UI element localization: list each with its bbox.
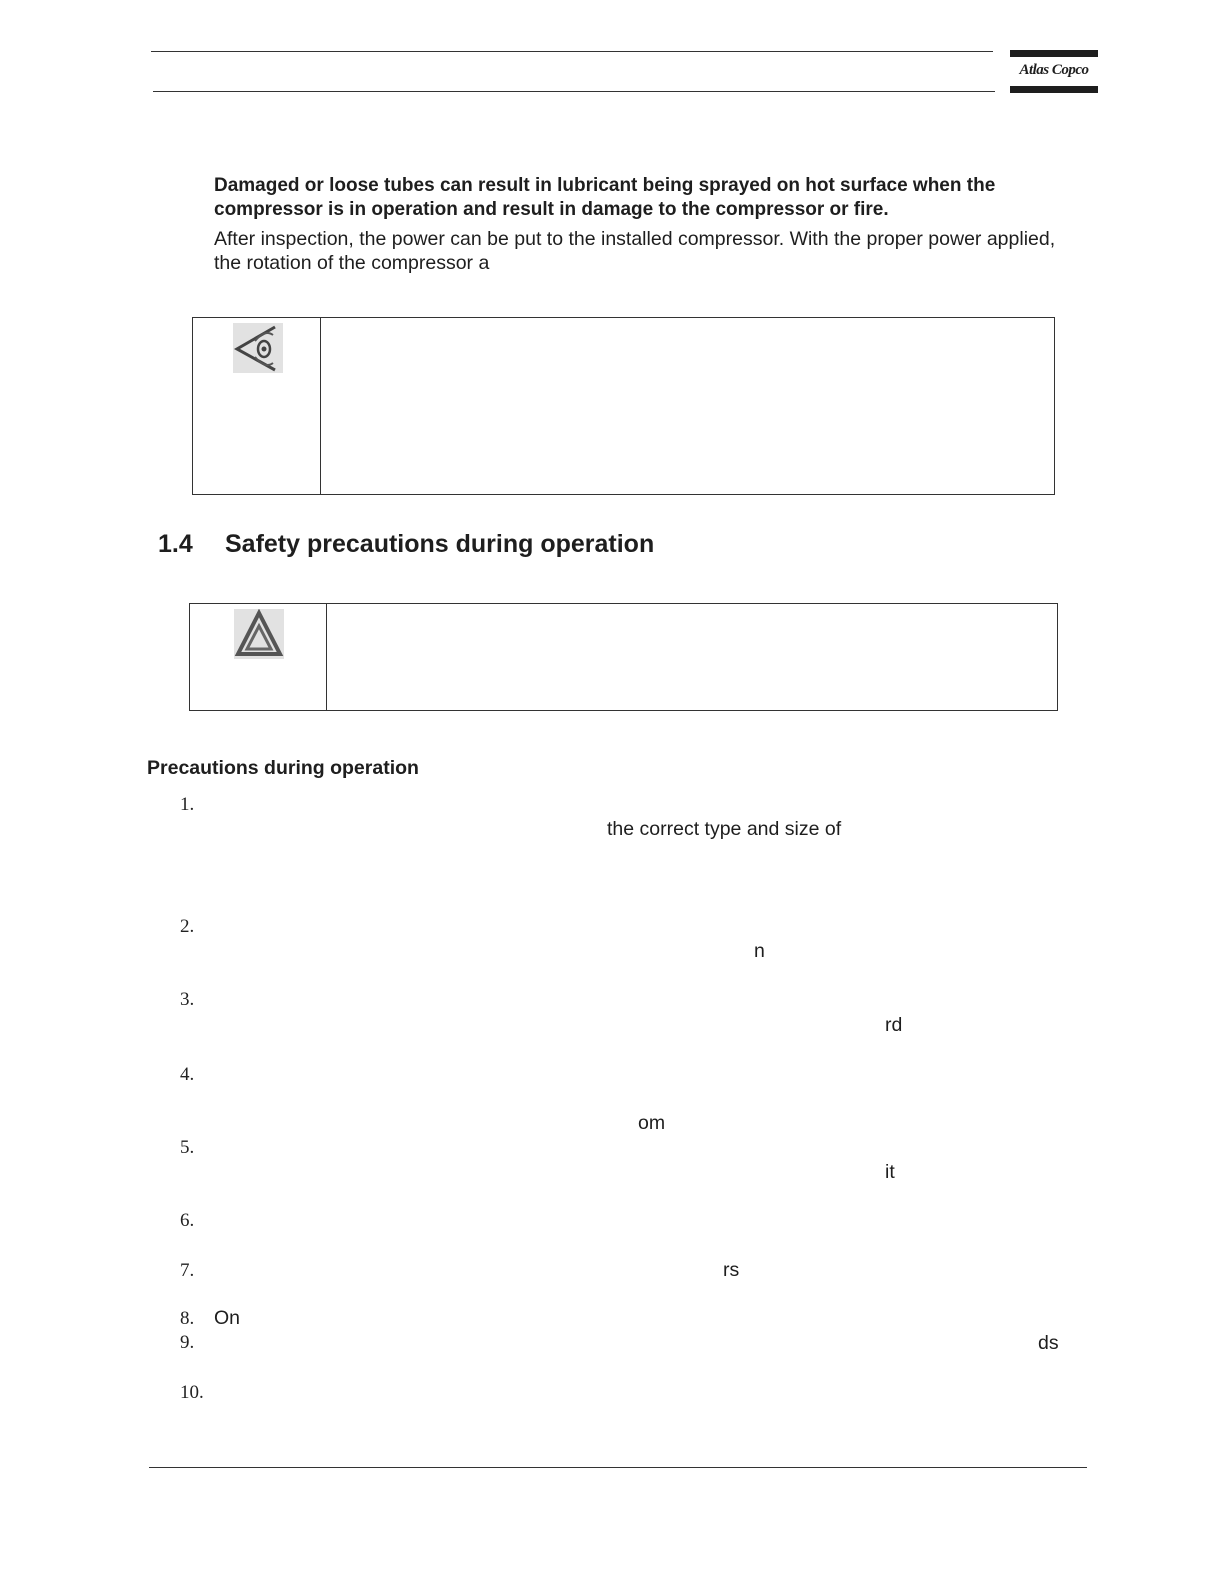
list-number-10: 10. bbox=[180, 1382, 204, 1403]
list-item-9-fragment: ds bbox=[1038, 1332, 1059, 1354]
list-number-8: 8. bbox=[180, 1308, 195, 1329]
list-number-9: 9. bbox=[180, 1332, 195, 1353]
warning-paragraph: Damaged or loose tubes can result in lubricant being sprayed on hot surface when the compressor is in operation and result in damage to the compressor or fire. bbox=[214, 175, 996, 220]
logo-wordmark: Atlas Copco bbox=[1019, 62, 1089, 78]
section-number: 1.4 bbox=[158, 530, 193, 558]
atlas-copco-logo bbox=[1010, 50, 1098, 94]
note-box bbox=[192, 317, 1055, 495]
list-number-7: 7. bbox=[180, 1260, 195, 1281]
list-item-7-fragment: rs bbox=[723, 1259, 740, 1281]
list-number-3: 3. bbox=[180, 989, 195, 1010]
list-number-4: 4. bbox=[180, 1064, 195, 1085]
inspection-paragraph: After inspection, the power can be put to the installed compressor. With the proper power applied, the rotation of the compressor a bbox=[214, 228, 1056, 274]
footer-rule bbox=[149, 1467, 1087, 1468]
header-rule-top bbox=[151, 51, 993, 52]
list-item-2-fragment: n bbox=[754, 940, 765, 962]
header-rule-bottom bbox=[153, 91, 995, 92]
subsection-heading: Precautions during operation bbox=[147, 757, 419, 779]
list-number-1: 1. bbox=[180, 794, 195, 815]
warning-triangle-icon bbox=[234, 609, 284, 659]
warning-box bbox=[189, 603, 1058, 711]
list-item-8-fragment: On bbox=[214, 1307, 241, 1329]
list-item-4-fragment: om bbox=[638, 1112, 666, 1134]
list-item-3-fragment: rd bbox=[885, 1014, 903, 1036]
list-number-2: 2. bbox=[180, 916, 195, 937]
section-title: Safety precautions during operation bbox=[225, 530, 655, 558]
list-number-5: 5. bbox=[180, 1137, 195, 1158]
list-item-5-fragment: it bbox=[885, 1161, 895, 1183]
eye-icon bbox=[233, 323, 283, 373]
list-number-6: 6. bbox=[180, 1210, 195, 1231]
section-heading bbox=[158, 530, 654, 559]
list-item-1-fragment: the correct type and size of bbox=[607, 818, 842, 840]
